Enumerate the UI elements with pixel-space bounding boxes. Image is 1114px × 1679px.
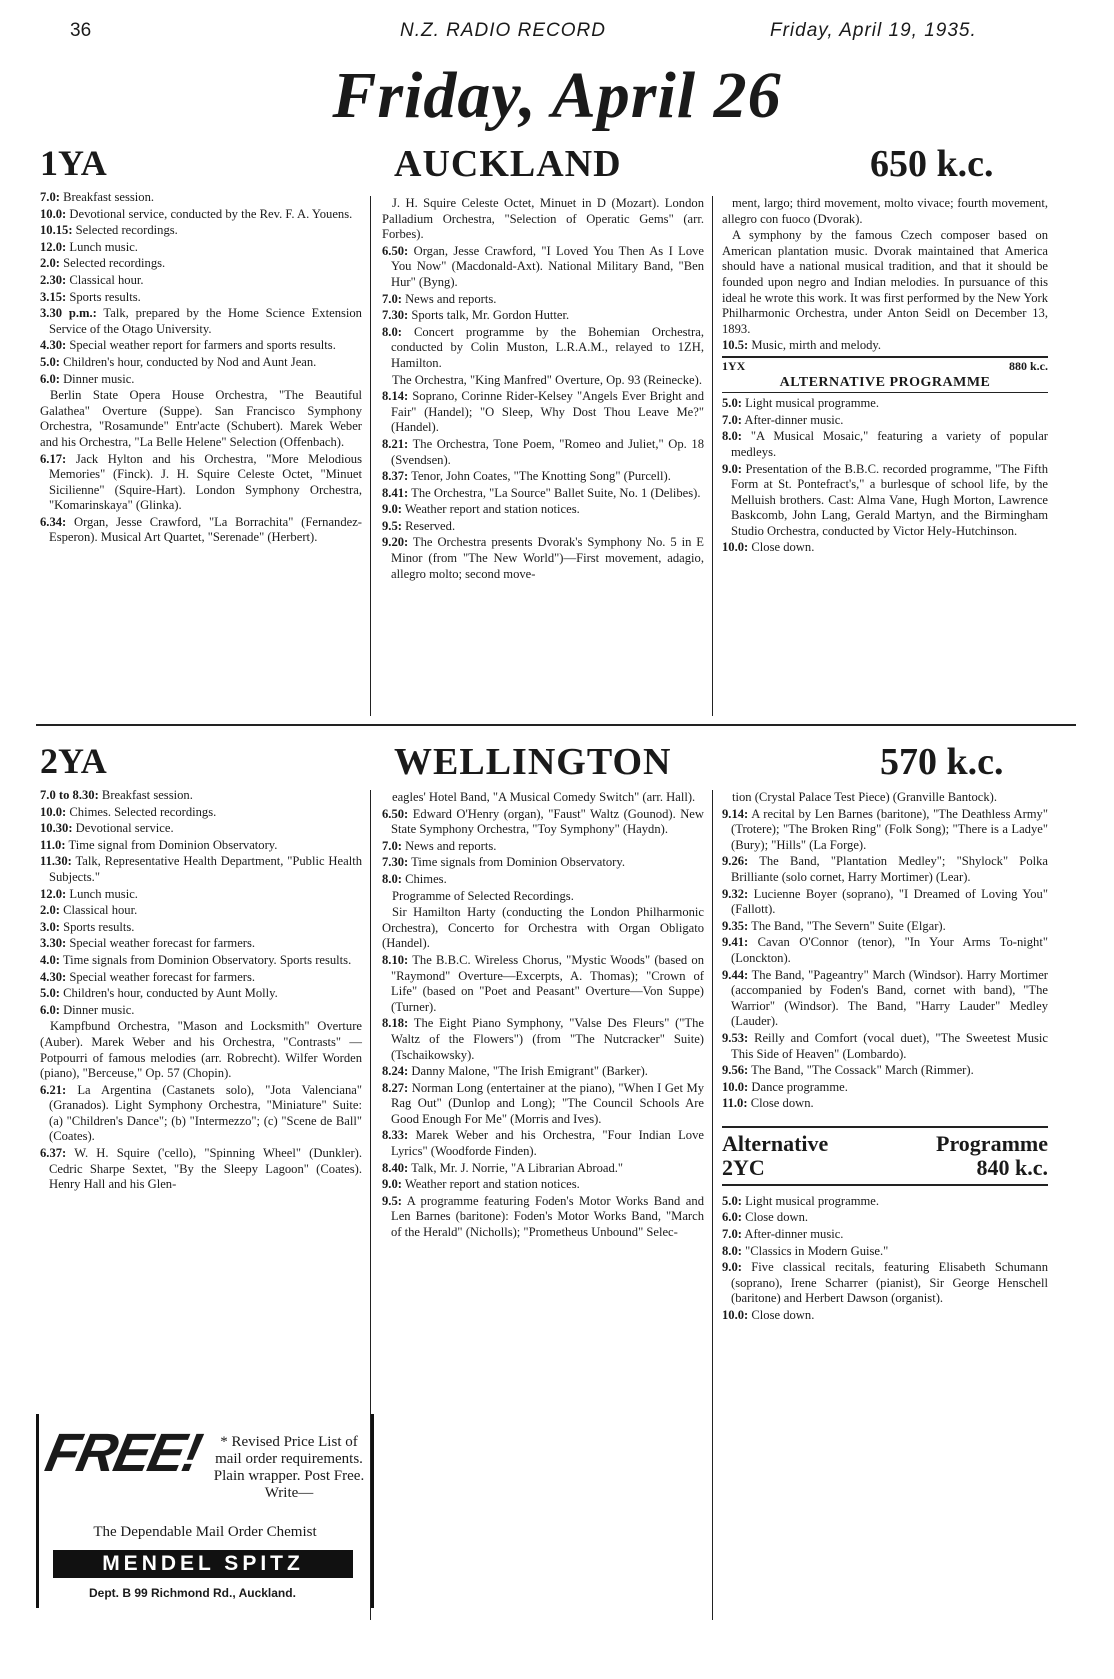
programme-item	[40, 920, 362, 936]
programme-time: 7.0:	[722, 1227, 742, 1242]
section-divider	[36, 724, 1076, 726]
programme-item	[382, 1177, 704, 1193]
programme-item	[382, 872, 704, 888]
programme-text: Sports results.	[59, 919, 135, 934]
programme-item	[722, 228, 1048, 337]
programme-text: Selected recordings.	[59, 256, 166, 271]
auckland-column-2	[382, 196, 704, 583]
alt-2yc-call: 2YC	[722, 1154, 765, 1180]
programme-text: The B.B.C. Wireless Chorus, "Mystic Woods" (based on "Raymond" Overture—Excerpts, A. Thomas); "Crown of Life" (based on "Poet and Peasant" Overture—Von Suppe) (Turner).	[391, 952, 704, 1014]
programme-text: Weather report and station notices.	[401, 1177, 580, 1192]
programme-item	[40, 388, 362, 450]
programme-text: tion (Crystal Palace Test Piece) (Granville Bantock).	[732, 790, 998, 804]
programme-item	[40, 240, 362, 256]
programme-time: 11.0:	[722, 1096, 748, 1111]
programme-time: 6.0:	[40, 371, 60, 386]
programme-time: 8.21:	[382, 436, 409, 451]
programme-item	[722, 429, 1048, 460]
programme-text: Concert programme by the Bohemian Orchestra, conducted by Colin Muston, L.R.A.M., relayed to 1ZH, Hamilton.	[391, 324, 704, 370]
programme-item	[40, 1083, 362, 1145]
programme-text: Soprano, Corinne Rider-Kelsey "Angels Ever Bright and Fair" (Handel); "O Sleep, Why Dost Thou Leave Me?" (Handel).	[391, 389, 704, 435]
programme-time: 8.0:	[382, 324, 402, 339]
programme-text: Devotional service, conducted by the Rev. F. A. Youens.	[66, 206, 353, 221]
programme-item	[722, 1096, 1048, 1112]
programme-item	[382, 486, 704, 502]
programme-text: "Classics in Modern Guise."	[741, 1243, 889, 1258]
programme-text: The Orchestra presents Dvorak's Symphony No. 5 in E Minor (from "The New World")—First movement, adagio, allegro molto; second move-	[391, 535, 704, 581]
column-rule	[712, 790, 713, 1620]
programme-text: Close down.	[747, 1096, 814, 1111]
programme-time: 9.0:	[722, 1260, 742, 1275]
programme-text: Chimes.	[401, 871, 447, 886]
programme-item	[40, 887, 362, 903]
programme-item	[722, 807, 1048, 854]
programme-time: 9.14:	[722, 806, 749, 821]
programme-item	[382, 196, 704, 243]
programme-text: A symphony by the famous Czech composer based on American plantation music. Dvorak maintained that America should have a national musical tradition, and that it should be founded upon negro and Indian melodies. In pursuance of this ideal he wrote this work. It was first performed by the New York Philharmonic Orchestra, under Anton Seidl on December 13, 1893.	[722, 228, 1048, 336]
programme-text: Sports talk, Mr. Gordon Hutter.	[408, 308, 570, 323]
programme-text: Breakfast session.	[59, 190, 155, 204]
programme-time: 12.0:	[40, 886, 67, 901]
programme-item	[722, 935, 1048, 966]
alt-1yx-call: 1YX	[722, 358, 746, 373]
page-number: 36	[70, 20, 92, 41]
programme-time: 8.40:	[382, 1160, 409, 1175]
programme-time: 3.30:	[40, 936, 67, 951]
programme-time: 9.0:	[722, 461, 742, 476]
programme-time: 7.0:	[722, 412, 742, 427]
programme-text: W. H. Squire ('cello), "Spinning Wheel" (Dunkler). Cedric Sharpe Sextet, "By the Sleepy Lagoon" (Coates). Henry Hall and his Glen-	[49, 1146, 362, 1192]
divider	[722, 392, 1048, 393]
programme-time: 10.0:	[40, 206, 67, 221]
programme-item	[722, 790, 1048, 806]
programme-time: 10.0:	[722, 1079, 749, 1094]
wellington-column-1	[40, 788, 362, 1194]
programme-time: 4.30:	[40, 969, 67, 984]
programme-time: 7.0 to 8.30:	[40, 788, 99, 802]
programme-text: Close down.	[748, 1308, 815, 1323]
programme-text: Chimes. Selected recordings.	[66, 804, 217, 819]
programme-time: 5.0:	[722, 396, 742, 411]
programme-time: 6.34:	[40, 514, 67, 529]
programme-time: 7.0:	[382, 291, 402, 306]
programme-item	[382, 855, 704, 871]
programme-text: Edward O'Henry (organ), "Faust" Waltz (Gounod). New State Symphony Orchestra, "Toy Symphony" (Haydn).	[391, 806, 704, 837]
programme-text: Special weather forecast for farmers.	[66, 936, 256, 951]
programme-text: After-dinner music.	[741, 1227, 844, 1242]
wellington-call-sign: 2YA	[40, 741, 107, 781]
programme-item	[722, 887, 1048, 918]
programme-item	[382, 373, 704, 389]
programme-item	[722, 1308, 1048, 1324]
programme-text: Organ, Jesse Crawford, "La Borrachita" (Fernandez-Esperon). Musical Art Quartet, "Serenade" (Herbert).	[49, 514, 362, 545]
programme-item	[382, 502, 704, 518]
wellington-column-2	[382, 790, 704, 1242]
programme-text: Lunch music.	[66, 239, 138, 254]
advert-price-list-text: * Revised Price List of mail order requirements. Plain wrapper. Post Free. Write—	[213, 1434, 365, 1501]
programme-item	[382, 807, 704, 838]
wellington-frequency: 570 k.c.	[880, 741, 1004, 783]
programme-time: 12.0:	[40, 239, 67, 254]
alt-2yc-title-row	[722, 1132, 1048, 1156]
programme-item	[722, 968, 1048, 1030]
programme-text: After-dinner music.	[741, 412, 844, 427]
programme-text: Time signals from Dominion Observatory. Sports results.	[59, 952, 352, 967]
alt-2yc-freq: 840 k.c.	[976, 1154, 1048, 1180]
programme-time: 8.24:	[382, 1064, 409, 1079]
running-header	[0, 16, 1114, 46]
programme-item	[722, 540, 1048, 556]
programme-text: The Eight Piano Symphony, "Valse Des Fleurs" ("The Waltz of the Flowers") (from "The Nutcracker" Suite) (Tschaikowsky).	[391, 1016, 704, 1062]
programme-text: Dinner music.	[59, 371, 135, 386]
programme-text: Tenor, John Coates, "The Knotting Song" (Purcell).	[408, 469, 671, 484]
programme-time: 10.0:	[722, 1308, 749, 1323]
alt-1yx-freq: 880 k.c.	[1009, 358, 1048, 373]
programme-item	[382, 790, 704, 806]
programme-text: Dance programme.	[748, 1079, 848, 1094]
programme-text: Kampfbund Orchestra, "Mason and Locksmith" Overture (Auber). Marek Weber and his Orchestra, "Contrasts" —Potpourri of famous melodies (arr. Robrecht). Wilfer Worden (piano), "Berceuse," Op. 57 (Chopin).	[40, 1019, 362, 1081]
auckland-column-3	[722, 196, 1048, 557]
programme-text: Close down.	[748, 540, 815, 555]
programme-text: The Band, "The Cossack" March (Rimmer).	[748, 1063, 974, 1078]
programme-item	[382, 308, 704, 324]
programme-time: 10.0:	[40, 804, 67, 819]
programme-item	[382, 1161, 704, 1177]
programme-time: 3.15:	[40, 289, 67, 304]
programme-text: Reilly and Comfort (vocal duet), "The Sweetest Music This Side of Heaven" (Lombardo).	[731, 1030, 1048, 1061]
programme-time: 11.30:	[40, 854, 72, 869]
programme-item	[722, 462, 1048, 540]
programme-time: 7.30:	[382, 855, 409, 870]
programme-time: 5.0:	[722, 1193, 742, 1208]
programme-text: The Band, "Pageantry" March (Windsor). Harry Mortimer (accompanied by Foden's Band, cornet with band), "The Warrior" (Windsor). The Band, "Harry Lauder" Medley (Lauder).	[731, 967, 1048, 1029]
alternative-programme-1yx	[722, 356, 1048, 556]
programme-time: 7.0:	[382, 838, 402, 853]
programme-time: 9.35:	[722, 918, 749, 933]
programme-item	[722, 1244, 1048, 1260]
programme-text: The Orchestra, "La Source" Ballet Suite, No. 1 (Delibes).	[408, 485, 701, 500]
programme-item	[382, 437, 704, 468]
divider	[722, 1184, 1048, 1186]
programme-item	[722, 1210, 1048, 1226]
programme-text: Special weather report for farmers and sports results.	[66, 338, 336, 353]
programme-item	[382, 889, 704, 905]
programme-text: Five classical recitals, featuring Elisabeth Schumann (soprano), Irene Scharrer (pianist), Sir George Henschell (baritone) and Herbert Dawson (organist).	[731, 1260, 1048, 1306]
programme-item	[722, 1080, 1048, 1096]
programme-item	[40, 306, 362, 337]
programme-item	[382, 1081, 704, 1128]
programme-item	[40, 290, 362, 306]
programme-item	[722, 919, 1048, 935]
programme-text: Talk, Mr. J. Norrie, "A Librarian Abroad."	[408, 1160, 624, 1175]
wellington-column-3	[722, 790, 1048, 1325]
programme-time: 9.0:	[382, 502, 402, 517]
alt-2yc-title-right: Programme	[936, 1130, 1048, 1156]
advert-free-headline: FREE!	[40, 1423, 206, 1483]
programme-text: Jack Hylton and his Orchestra, "More Melodious Memories" (Finck). J. H. Squire Celeste Octet, "Minuet Sicilienne" (Squire-Hart). London Symphony Orchestra, "Komarinskaya" (Glinka).	[49, 451, 362, 513]
advert-chemist-tagline: The Dependable Mail Order Chemist	[93, 1524, 317, 1540]
programme-text: Talk, prepared by the Home Science Extension Service of the Otago University.	[49, 306, 362, 336]
programme-text: Marek Weber and his Orchestra, "Four Indian Love Lyrics" (Woodforde Finden).	[391, 1128, 704, 1159]
programme-time: 9.56:	[722, 1063, 749, 1078]
programme-item	[382, 325, 704, 372]
programme-text: Talk, Representative Health Department, "Public Health Subjects."	[49, 854, 362, 884]
programme-item	[722, 1063, 1048, 1079]
programme-item	[40, 190, 362, 206]
alt-1yx-title: ALTERNATIVE PROGRAMME	[779, 374, 991, 390]
programme-time: 9.20:	[382, 535, 409, 550]
day-title: Friday, April 26	[332, 59, 782, 132]
programme-time: 8.41:	[382, 485, 409, 500]
programme-item	[40, 452, 362, 514]
programme-time: 8.0:	[722, 429, 742, 444]
programme-item	[382, 244, 704, 291]
programme-time: 6.21:	[40, 1082, 67, 1097]
auckland-call-sign: 1YA	[40, 143, 107, 183]
programme-item	[40, 1146, 362, 1193]
programme-item	[40, 355, 362, 371]
programme-text: Light musical programme.	[741, 396, 880, 411]
programme-text: Lunch music.	[66, 886, 138, 901]
programme-time: 9.26:	[722, 854, 749, 869]
programme-text: The Band, "Plantation Medley"; "Shylock" Polka Brilliante (solo cornet, Harry Mortimer) (Lear).	[731, 854, 1048, 884]
programme-text: Music, mirth and melody.	[748, 338, 882, 353]
programme-item	[722, 854, 1048, 885]
programme-item	[40, 936, 362, 952]
programme-time: 2.0:	[40, 903, 60, 918]
programme-time: 6.37:	[40, 1146, 67, 1161]
programme-item	[722, 413, 1048, 429]
programme-item	[40, 953, 362, 969]
alt-2yc-title-left: Alternative	[722, 1130, 829, 1156]
programme-time: 6.17:	[40, 451, 67, 466]
programme-item	[40, 854, 362, 885]
programme-time: 7.0:	[40, 190, 60, 204]
programme-item	[382, 953, 704, 1015]
programme-text: Organ, Jesse Crawford, "I Loved You Then As I Love You Now" (Macdonald-Axt). National Military Band, "Ben Hur" (Byng).	[391, 243, 704, 289]
advert-brand-bar: MENDEL SPITZ	[53, 1550, 353, 1578]
programme-text: Berlin State Opera House Orchestra, "The Beautiful Galathea" Overture (Suppe). San Francisco Symphony Orchestra, "Rosamunde" Entr'acte (Schubert). Marek Weber and his Orchestra, "La Belle Helene" Selection (Offenbach).	[40, 388, 362, 449]
programme-time: 10.30:	[40, 821, 73, 836]
programme-item	[722, 1260, 1048, 1307]
programme-time: 6.50:	[382, 806, 409, 821]
programme-time: 7.30:	[382, 308, 409, 323]
issue-date: Friday, April 19, 1935.	[770, 20, 977, 41]
wellington-city-title: WELLINGTON	[394, 741, 672, 783]
programme-time: 5.0:	[40, 986, 60, 1001]
programme-item	[40, 805, 362, 821]
programme-text: Lucienne Boyer (soprano), "I Dreamed of Loving You" (Fallott).	[731, 886, 1048, 917]
programme-text: Children's hour, conducted by Nod and Aunt Jean.	[59, 354, 317, 369]
programme-item	[382, 535, 704, 582]
programme-item	[722, 1031, 1048, 1062]
column-rule	[712, 196, 713, 716]
programme-text: ment, largo; third movement, molto vivace; fourth movement, allegro con fuoco (Dvorak).	[722, 196, 1048, 226]
programme-text: Danny Malone, "The Irish Emigrant" (Barker).	[408, 1064, 648, 1079]
programme-time: 9.41:	[722, 935, 749, 950]
programme-item	[40, 1003, 362, 1019]
auckland-column-1	[40, 190, 362, 547]
programme-text: Classical hour.	[66, 272, 144, 287]
programme-item	[382, 839, 704, 855]
programme-item	[722, 196, 1048, 227]
wellington-column-3-items	[722, 790, 1048, 1112]
programme-item	[40, 970, 362, 986]
programme-text: Sir Hamilton Harty (conducting the London Philharmonic Orchestra), Concerto for Orchestra with Organ Obligato (Handel).	[382, 905, 704, 951]
programme-text: Selected recordings.	[72, 223, 178, 238]
programme-text: Special weather forecast for farmers.	[66, 969, 256, 984]
alternative-programme-2yc	[722, 1126, 1048, 1324]
programme-text: Reserved.	[401, 518, 456, 533]
alt-1yx-items	[722, 396, 1048, 556]
programme-item	[40, 515, 362, 546]
programme-item	[382, 389, 704, 436]
programme-time: 9.5:	[382, 1193, 402, 1208]
programme-item	[382, 1064, 704, 1080]
publication-title: N.Z. RADIO RECORD	[400, 20, 606, 41]
programme-time: 3.30 p.m.:	[40, 306, 97, 321]
programme-time: 4.0:	[40, 952, 60, 967]
programme-text: A recital by Len Barnes (baritone), "The Deathless Army" (Trotere); "The Broken Ring" (Folk Song); "There is a Ladye" (Bury); "Hills" (La Forge).	[731, 806, 1048, 852]
alt-1yx-callrow	[722, 359, 1048, 375]
programme-item	[722, 396, 1048, 412]
programme-text: Children's hour, conducted by Aunt Molly.	[59, 986, 278, 1001]
programme-text: Dinner music.	[59, 1002, 135, 1017]
programme-item	[40, 273, 362, 289]
programme-item	[40, 1019, 362, 1081]
programme-text: Norman Long (entertainer at the piano), "When I Get My Rag Out" (Dunlop and Long); "The Council Schools Are Good Enough For Me" (Morris and Ives).	[391, 1080, 704, 1126]
programme-text: The Orchestra, Tone Poem, "Romeo and Juliet," Op. 18 (Svendsen).	[391, 436, 704, 467]
programme-text: Programme of Selected Recordings.	[392, 888, 574, 903]
programme-item	[722, 338, 1048, 354]
programme-item	[40, 788, 362, 804]
programme-item	[40, 256, 362, 272]
programme-time: 9.44:	[722, 967, 749, 982]
programme-text: eagles' Hotel Band, "A Musical Comedy Switch" (arr. Hall).	[392, 790, 696, 804]
programme-item	[40, 223, 362, 239]
programme-text: Cavan O'Connor (tenor), "In Your Arms To-night" (Lonckton).	[731, 935, 1048, 965]
programme-text: La Argentina (Castanets solo), "Jota Valenciana" (Granados). Light Symphony Orchestra, "Miniature" Suite: (a) "Children's Dance"; (b) "Intermezzo"; (c) "Scene de Ball" (Coates).	[49, 1082, 362, 1144]
programme-text: "A Musical Mosaic," featuring a variety of popular medleys.	[731, 429, 1048, 459]
programme-item	[382, 292, 704, 308]
programme-time: 2.30:	[40, 272, 67, 287]
auckland-column-3-items	[722, 196, 1048, 354]
programme-item	[40, 821, 362, 837]
programme-text: Presentation of the B.B.C. recorded programme, "The Fifth Form at St. Pontefract's," a burlesque of school life, by the Melluish brothers. Cast: Alma Vane, Hugh Morton, Lawrence Baskcomb, John Lang, Gerald Martyn, and the Birmingham Studio Orchestra, conducted by Victor Hely-Hutchinson.	[731, 461, 1048, 538]
programme-text: Weather report and station notices.	[401, 502, 580, 517]
programme-item	[40, 986, 362, 1002]
programme-text: The Orchestra, "King Manfred" Overture, Op. 93 (Reinecke).	[392, 372, 702, 387]
programme-item	[382, 469, 704, 485]
programme-time: 5.0:	[40, 354, 60, 369]
programme-text: News and reports.	[401, 838, 497, 853]
programme-text: Devotional service.	[72, 821, 174, 836]
advert-address: Dept. B 99 Richmond Rd., Auckland.	[89, 1586, 296, 1600]
alt-2yc-items	[722, 1194, 1048, 1324]
programme-item	[40, 207, 362, 223]
programme-item	[382, 1128, 704, 1159]
programme-time: 2.0:	[40, 256, 60, 271]
programme-time: 6.0:	[40, 1002, 60, 1017]
programme-time: 9.5:	[382, 518, 402, 533]
programme-time: 8.0:	[382, 871, 402, 886]
programme-time: 8.33:	[382, 1128, 409, 1143]
programme-time: 10.0:	[722, 540, 749, 555]
programme-text: J. H. Squire Celeste Octet, Minuet in D (Mozart). London Palladium Orchestra, "Selection of Operatic Gems" (arr. Forbes).	[382, 196, 704, 242]
programme-time: 8.10:	[382, 952, 409, 967]
programme-item	[722, 1194, 1048, 1210]
programme-item	[722, 1227, 1048, 1243]
programme-text: A programme featuring Foden's Motor Works Band and Len Barnes (baritone): Foden's Motor Works Band, "March of the Herald" (Nicholls); "Prometheus Unbound" Selec-	[391, 1193, 704, 1240]
programme-item	[382, 1016, 704, 1063]
programme-item	[382, 1194, 704, 1241]
programme-time: 10.5:	[722, 338, 749, 353]
programme-item	[382, 905, 704, 952]
programme-time: 6.0:	[722, 1210, 742, 1225]
programme-time: 11.0:	[40, 837, 66, 852]
programme-text: Time signal from Dominion Observatory.	[65, 837, 278, 852]
programme-time: 9.32:	[722, 886, 749, 901]
programme-time: 8.14:	[382, 389, 409, 404]
programme-time: 10.15:	[40, 223, 73, 238]
mendel-spitz-advert	[36, 1414, 374, 1608]
programme-item	[382, 519, 704, 535]
programme-item	[40, 838, 362, 854]
programme-item	[40, 903, 362, 919]
programme-text: News and reports.	[401, 291, 497, 306]
programme-text: Close down.	[741, 1210, 809, 1225]
programme-text: Classical hour.	[59, 903, 138, 918]
column-rule	[370, 196, 371, 716]
auckland-city-title: AUCKLAND	[394, 143, 622, 185]
programme-text: Light musical programme.	[741, 1193, 880, 1208]
alt-2yc-call-row	[722, 1156, 1048, 1180]
programme-time: 9.53:	[722, 1030, 749, 1045]
programme-text: Time signals from Dominion Observatory.	[408, 855, 626, 870]
programme-time: 4.30:	[40, 338, 67, 353]
programme-time: 6.50:	[382, 243, 409, 258]
auckland-frequency: 650 k.c.	[870, 143, 994, 185]
programme-time: 3.0:	[40, 919, 60, 934]
programme-text: Sports results.	[66, 289, 141, 304]
programme-item	[40, 372, 362, 388]
programme-time: 9.0:	[382, 1177, 402, 1192]
programme-time: 8.0:	[722, 1243, 742, 1258]
programme-item	[40, 338, 362, 354]
programme-text: Breakfast session.	[98, 788, 193, 802]
programme-time: 8.37:	[382, 469, 409, 484]
programme-time: 8.18:	[382, 1016, 409, 1031]
programme-text: The Band, "The Severn" Suite (Elgar).	[748, 918, 946, 933]
programme-time: 8.27:	[382, 1080, 409, 1095]
